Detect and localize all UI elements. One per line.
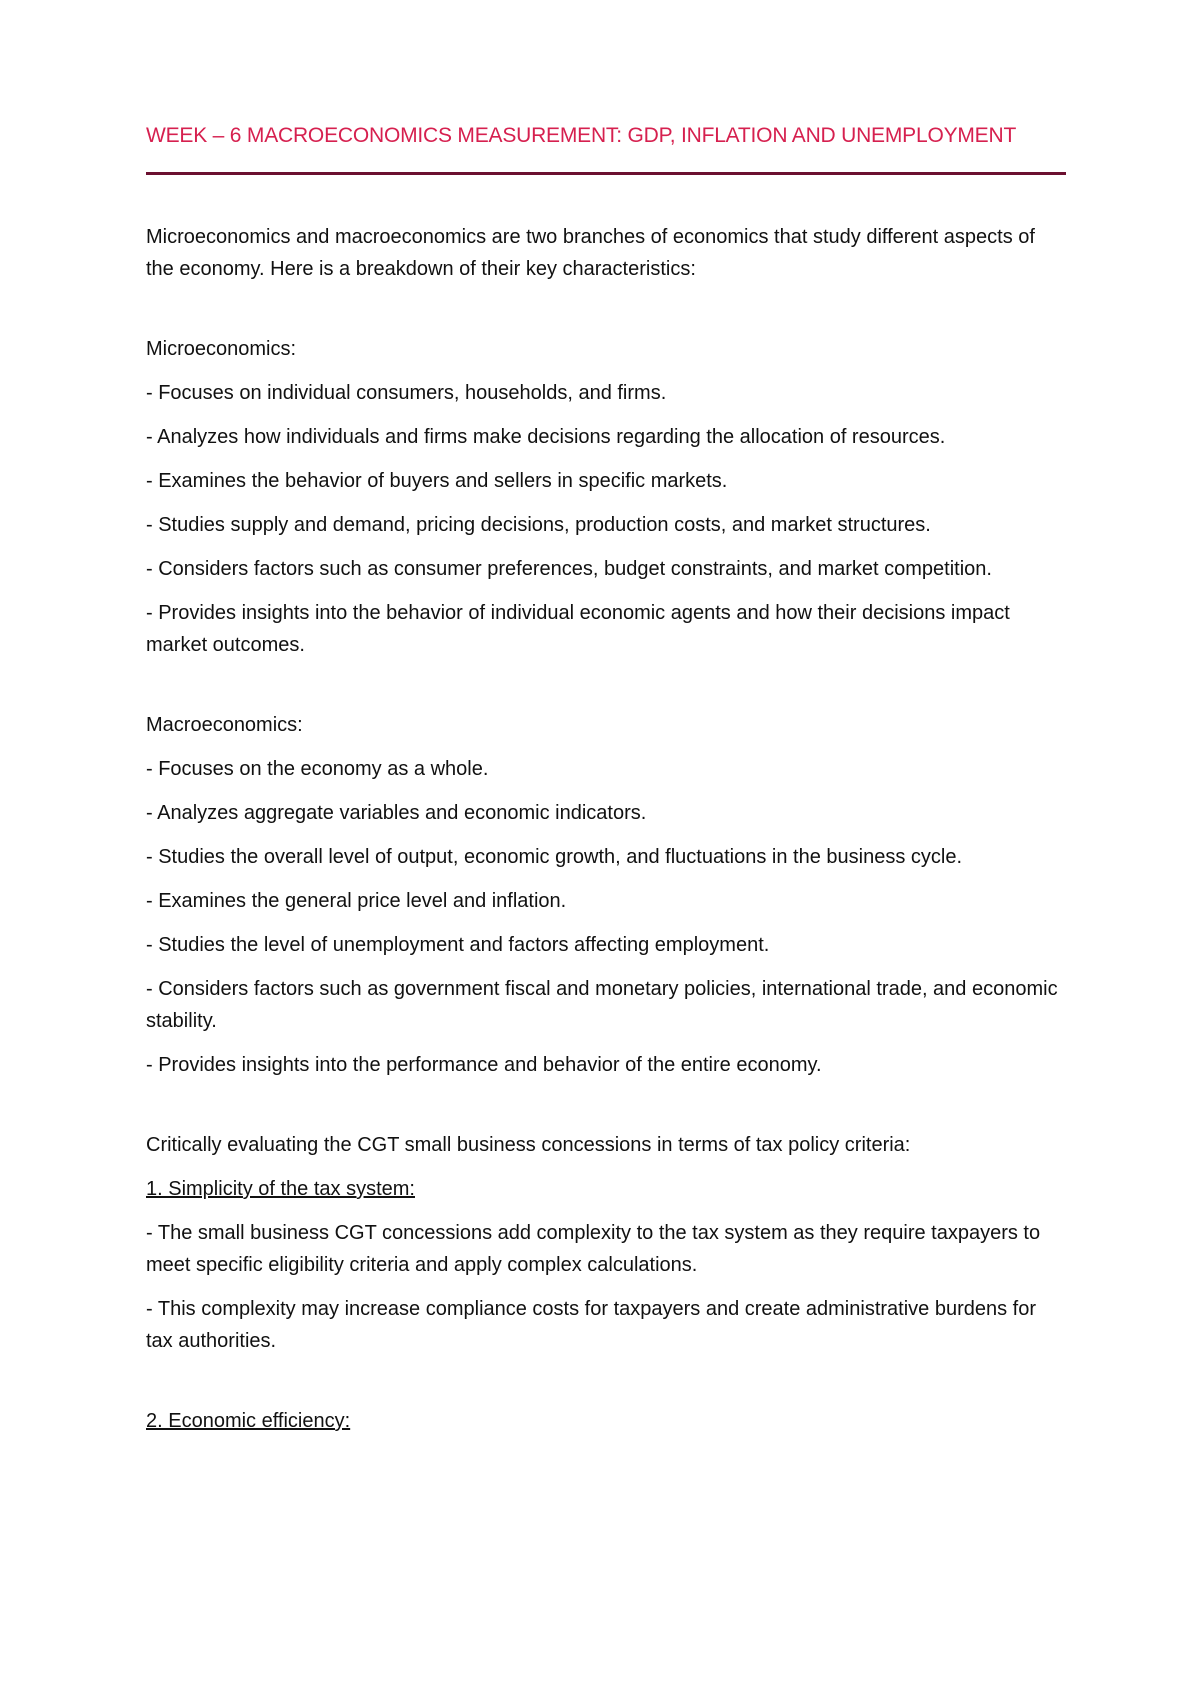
list-item: - Provides insights into the performance and behavior of the entire economy. xyxy=(146,1054,822,1076)
list-item: - Analyzes aggregate variables and economic indicators. xyxy=(146,802,647,824)
list-item: - Focuses on individual consumers, households, and firms. xyxy=(146,382,667,404)
list-item: - Provides insights into the behavior of individual economic agents and how their decisions impact market outcomes. xyxy=(146,602,1010,656)
list-item: - The small business CGT concessions add complexity to the tax system as they require taxpayers to meet specific eligibility criteria and apply complex calculations. xyxy=(146,1222,1041,1276)
document-content xyxy=(146,122,1066,1437)
macro-heading: Macroeconomics: xyxy=(146,714,303,736)
title-divider xyxy=(146,172,1066,175)
section-1-list xyxy=(146,1217,1066,1357)
cgt-heading: Critically evaluating the CGT small business concessions in terms of tax policy criteria: xyxy=(146,1134,911,1156)
list-item: - Studies the level of unemployment and factors affecting employment. xyxy=(146,934,770,956)
list-item: - Examines the behavior of buyers and sellers in specific markets. xyxy=(146,470,728,492)
list-item: - Examines the general price level and inflation. xyxy=(146,890,567,912)
document-title: WEEK – 6 MACROECONOMICS MEASUREMENT: GDP, INFLATION AND UNEMPLOYMENT xyxy=(146,124,1017,147)
section-2-heading: 2. Economic efficiency: xyxy=(146,1410,351,1432)
list-item: - Considers factors such as government fiscal and monetary policies, international trade, and economic stability. xyxy=(146,978,1058,1032)
section-1-heading: 1. Simplicity of the tax system: xyxy=(146,1178,415,1200)
list-item: - Considers factors such as consumer preferences, budget constraints, and market competition. xyxy=(146,558,992,580)
micro-heading: Microeconomics: xyxy=(146,338,297,360)
intro-paragraph: Microeconomics and macroeconomics are two branches of economics that study different aspects of the economy. Here is a breakdown of their key characteristics: xyxy=(146,226,1035,280)
list-item: - This complexity may increase compliance costs for taxpayers and create administrative burdens for tax authorities. xyxy=(146,1298,1037,1352)
list-item: - Studies supply and demand, pricing decisions, production costs, and market structures. xyxy=(146,514,931,536)
list-item: - Focuses on the economy as a whole. xyxy=(146,758,489,780)
micro-list xyxy=(146,377,1066,661)
list-item: - Analyzes how individuals and firms make decisions regarding the allocation of resources. xyxy=(146,426,946,448)
list-item: - Studies the overall level of output, economic growth, and fluctuations in the business cycle. xyxy=(146,846,963,868)
macro-list xyxy=(146,753,1066,1081)
